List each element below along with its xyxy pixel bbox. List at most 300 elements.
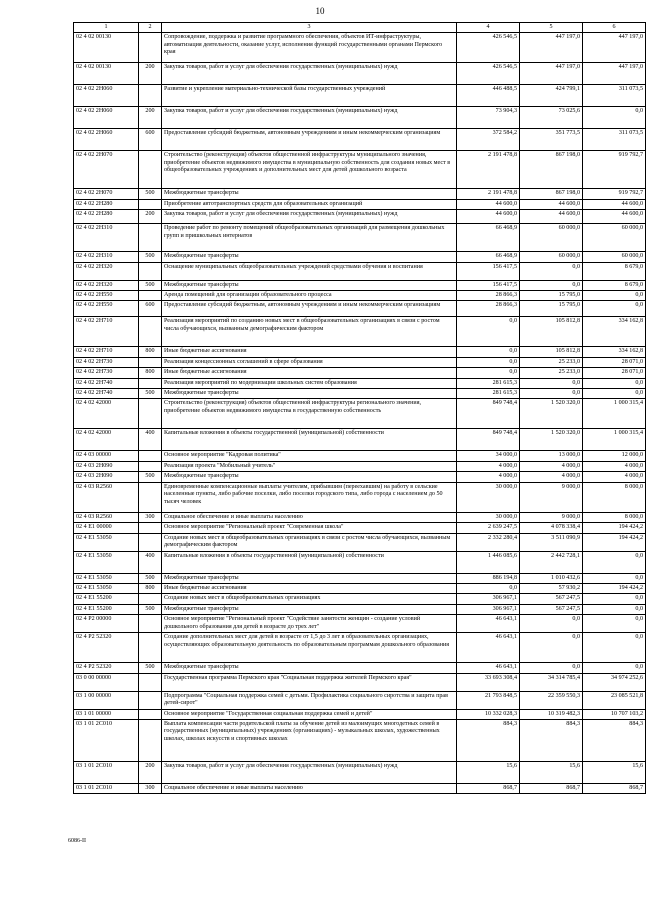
table-row bbox=[74, 63, 646, 85]
row-value-2: 44 600,0 bbox=[520, 199, 583, 209]
row-expense-type: 500 bbox=[139, 280, 162, 290]
row-code: 02 4 E1 53050 bbox=[74, 573, 139, 583]
row-name: Строительство (реконструкция) объектов общественной инфраструктуры муниципального значения, приобретение объектов недвижимого имущества в муниципальную собственность для создания новых мест в общеобразовательных учреждениях и дополнительных мест для детей дошкольного возраста bbox=[162, 151, 457, 189]
row-code: 02 4 E1 55200 bbox=[74, 604, 139, 614]
table-row bbox=[74, 85, 646, 107]
row-value-2: 884,3 bbox=[520, 719, 583, 761]
row-code: 02 4 02 2Н280 bbox=[74, 210, 139, 224]
row-expense-type: 300 bbox=[139, 512, 162, 522]
row-expense-type bbox=[139, 709, 162, 719]
row-value-2: 1 520 320,0 bbox=[520, 429, 583, 451]
row-expense-type bbox=[139, 633, 162, 663]
row-name: Иные бюджетные ассигнования bbox=[162, 368, 457, 378]
row-value-3: 311 073,5 bbox=[583, 129, 646, 151]
row-value-1: 4 000,0 bbox=[457, 472, 520, 482]
row-value-3: 1 000 315,4 bbox=[583, 399, 646, 429]
row-value-2: 13 000,0 bbox=[520, 451, 583, 461]
row-code: 02 4 02 2Н310 bbox=[74, 252, 139, 262]
row-value-3: 8 000,0 bbox=[583, 512, 646, 522]
table-row bbox=[74, 451, 646, 461]
row-name: Предоставление субсидий бюджетным, автономным учреждениям и иным некоммерческим организациям bbox=[162, 129, 457, 151]
row-name: Закупка товаров, работ и услуг для обеспечения государственных (муниципальных) нужд bbox=[162, 107, 457, 129]
table-row bbox=[74, 210, 646, 224]
row-value-2: 867 198,0 bbox=[520, 151, 583, 189]
row-value-2: 0,0 bbox=[520, 262, 583, 280]
row-name: Создание новых мест в общеобразовательных организациях bbox=[162, 594, 457, 604]
row-value-3: 44 600,0 bbox=[583, 210, 646, 224]
row-value-3: 919 792,7 bbox=[583, 151, 646, 189]
row-expense-type: 300 bbox=[139, 783, 162, 793]
row-value-1: 306 967,1 bbox=[457, 594, 520, 604]
row-value-3: 4 000,0 bbox=[583, 461, 646, 471]
row-value-2: 867 198,0 bbox=[520, 189, 583, 199]
row-expense-type bbox=[139, 615, 162, 633]
row-name: Основное мероприятие "Региональный проект "Содействие занятости женщин - создание условий дошкольного образования для детей в возрасте до трех лет" bbox=[162, 615, 457, 633]
row-name: Межбюджетные трансферты bbox=[162, 663, 457, 673]
row-value-3: 0,0 bbox=[583, 291, 646, 301]
row-value-1: 0,0 bbox=[457, 368, 520, 378]
row-value-1: 306 967,1 bbox=[457, 604, 520, 614]
row-value-1: 28 866,3 bbox=[457, 301, 520, 317]
row-expense-type bbox=[139, 691, 162, 709]
row-code: 02 4 02 2Н730 bbox=[74, 357, 139, 367]
row-value-2: 60 000,0 bbox=[520, 252, 583, 262]
table-row bbox=[74, 291, 646, 301]
row-expense-type bbox=[139, 451, 162, 461]
row-value-2: 567 247,5 bbox=[520, 604, 583, 614]
row-value-2: 1 520 320,0 bbox=[520, 399, 583, 429]
row-value-2: 868,7 bbox=[520, 783, 583, 793]
row-expense-type bbox=[139, 482, 162, 512]
row-code: 02 4 02 2Н060 bbox=[74, 85, 139, 107]
row-expense-type: 500 bbox=[139, 389, 162, 399]
table-row bbox=[74, 673, 646, 691]
row-value-1: 2 639 247,5 bbox=[457, 523, 520, 533]
row-name: Строительство (реконструкция) объектов общественной инфраструктуры регионального значения, приобретение объектов недвижимого имущества в государственную собственность bbox=[162, 399, 457, 429]
row-value-3: 884,3 bbox=[583, 719, 646, 761]
row-value-2: 0,0 bbox=[520, 663, 583, 673]
row-code: 02 4 02 2Н070 bbox=[74, 189, 139, 199]
row-value-2: 567 247,5 bbox=[520, 594, 583, 604]
row-expense-type: 500 bbox=[139, 472, 162, 482]
row-expense-type: 400 bbox=[139, 429, 162, 451]
row-code: 02 4 02 2Н740 bbox=[74, 378, 139, 388]
row-name: Межбюджетные трансферты bbox=[162, 389, 457, 399]
table-row bbox=[74, 691, 646, 709]
header-cell-value-1: 4 bbox=[457, 23, 520, 33]
row-value-2: 105 812,8 bbox=[520, 317, 583, 347]
row-value-3: 60 000,0 bbox=[583, 252, 646, 262]
row-value-3: 334 162,8 bbox=[583, 317, 646, 347]
row-value-2: 9 000,0 bbox=[520, 512, 583, 522]
row-value-1: 44 600,0 bbox=[457, 199, 520, 209]
row-value-3: 12 000,0 bbox=[583, 451, 646, 461]
row-name: Закупка товаров, работ и услуг для обеспечения государственных (муниципальных) нужд bbox=[162, 63, 457, 85]
row-value-3: 8 679,0 bbox=[583, 262, 646, 280]
table-row bbox=[74, 583, 646, 593]
table-row bbox=[74, 389, 646, 399]
row-value-1: 884,3 bbox=[457, 719, 520, 761]
table-row bbox=[74, 663, 646, 673]
row-value-3: 447 197,0 bbox=[583, 33, 646, 63]
row-expense-type bbox=[139, 719, 162, 761]
table-row bbox=[74, 33, 646, 63]
budget-table-body bbox=[74, 23, 646, 794]
row-value-1: 46 643,1 bbox=[457, 615, 520, 633]
row-value-1: 849 748,4 bbox=[457, 399, 520, 429]
row-value-3: 0,0 bbox=[583, 378, 646, 388]
row-value-3: 0,0 bbox=[583, 663, 646, 673]
row-value-1: 66 468,9 bbox=[457, 224, 520, 252]
row-code: 02 4 02 2Н320 bbox=[74, 280, 139, 290]
row-value-3: 0,0 bbox=[583, 573, 646, 583]
row-value-1: 156 417,5 bbox=[457, 262, 520, 280]
row-value-3: 194 424,2 bbox=[583, 583, 646, 593]
row-expense-type: 800 bbox=[139, 583, 162, 593]
row-value-1: 33 693 308,4 bbox=[457, 673, 520, 691]
row-value-2: 4 000,0 bbox=[520, 472, 583, 482]
row-code: 02 4 E1 53050 bbox=[74, 533, 139, 551]
row-value-3: 334 162,8 bbox=[583, 347, 646, 357]
table-row bbox=[74, 615, 646, 633]
row-value-1: 46 643,1 bbox=[457, 663, 520, 673]
row-value-2: 25 233,0 bbox=[520, 368, 583, 378]
table-row bbox=[74, 262, 646, 280]
row-value-2: 0,0 bbox=[520, 280, 583, 290]
row-expense-type: 600 bbox=[139, 129, 162, 151]
table-row bbox=[74, 533, 646, 551]
row-value-1: 281 615,3 bbox=[457, 378, 520, 388]
row-expense-type bbox=[139, 317, 162, 347]
row-name: Реализация проекта "Мобильный учитель" bbox=[162, 461, 457, 471]
row-value-3: 0,0 bbox=[583, 633, 646, 663]
row-name: Проведение работ по ремонту помещений общеобразовательных организаций для размещения дошкольных групп и пришкольных интернатов bbox=[162, 224, 457, 252]
row-expense-type: 200 bbox=[139, 107, 162, 129]
row-code: 02 4 E1 00000 bbox=[74, 523, 139, 533]
table-row bbox=[74, 604, 646, 614]
row-expense-type bbox=[139, 399, 162, 429]
row-name: Реализация мероприятий по модернизации школьных систем образования bbox=[162, 378, 457, 388]
row-expense-type bbox=[139, 151, 162, 189]
row-code: 02 4 03 R2560 bbox=[74, 512, 139, 522]
row-expense-type bbox=[139, 523, 162, 533]
row-value-1: 4 000,0 bbox=[457, 461, 520, 471]
row-value-1: 2 332 280,4 bbox=[457, 533, 520, 551]
table-row bbox=[74, 594, 646, 604]
header-cell-name: 3 bbox=[162, 23, 457, 33]
table-row bbox=[74, 461, 646, 471]
table-row bbox=[74, 709, 646, 719]
row-name: Закупка товаров, работ и услуг для обеспечения государственных (муниципальных) нужд bbox=[162, 761, 457, 783]
row-value-2: 15 795,0 bbox=[520, 301, 583, 317]
row-value-3: 44 600,0 bbox=[583, 199, 646, 209]
table-row bbox=[74, 252, 646, 262]
table-row bbox=[74, 347, 646, 357]
row-value-2: 10 319 482,3 bbox=[520, 709, 583, 719]
row-code: 02 4 02 2Н710 bbox=[74, 347, 139, 357]
row-expense-type bbox=[139, 594, 162, 604]
row-value-2: 60 000,0 bbox=[520, 224, 583, 252]
row-code: 02 4 03 R2560 bbox=[74, 482, 139, 512]
row-code: 02 4 E1 53050 bbox=[74, 583, 139, 593]
row-value-2: 57 930,2 bbox=[520, 583, 583, 593]
row-value-3: 15,6 bbox=[583, 761, 646, 783]
row-value-2: 0,0 bbox=[520, 633, 583, 663]
table-row bbox=[74, 129, 646, 151]
row-expense-type: 600 bbox=[139, 301, 162, 317]
row-code: 02 4 03 2Н090 bbox=[74, 461, 139, 471]
row-name: Единовременные компенсационные выплаты учителям, прибывшим (переехавшим) на работу в сельские населенные пункты, либо рабочие поселки, либо поселки городского типа, либо города с населением до 50 тысяч человек bbox=[162, 482, 457, 512]
row-value-2: 3 511 090,9 bbox=[520, 533, 583, 551]
table-row bbox=[74, 317, 646, 347]
row-value-2: 34 314 785,4 bbox=[520, 673, 583, 691]
row-name: Социальное обеспечение и иные выплаты населению bbox=[162, 512, 457, 522]
row-name: Закупка товаров, работ и услуг для обеспечения государственных (муниципальных) нужд bbox=[162, 210, 457, 224]
row-code: 02 4 02 2Н710 bbox=[74, 317, 139, 347]
row-code: 02 4 P2 52320 bbox=[74, 663, 139, 673]
row-value-2: 2 442 728,1 bbox=[520, 551, 583, 573]
row-expense-type: 500 bbox=[139, 604, 162, 614]
row-name: Предоставление субсидий бюджетным, автономным учреждениям и иным некоммерческим организациям bbox=[162, 301, 457, 317]
row-value-1: 281 615,3 bbox=[457, 389, 520, 399]
row-code: 02 4 02 2Н550 bbox=[74, 291, 139, 301]
row-value-1: 0,0 bbox=[457, 317, 520, 347]
row-value-1: 868,7 bbox=[457, 783, 520, 793]
row-name: Капитальные вложения в объекты государственной (муниципальной) собственности bbox=[162, 429, 457, 451]
row-expense-type: 400 bbox=[139, 551, 162, 573]
row-code: 02 4 02 00130 bbox=[74, 63, 139, 85]
row-value-2: 15,6 bbox=[520, 761, 583, 783]
row-value-3: 8 000,0 bbox=[583, 482, 646, 512]
row-code: 02 4 E1 53050 bbox=[74, 551, 139, 573]
row-value-3: 919 792,7 bbox=[583, 189, 646, 199]
table-row bbox=[74, 189, 646, 199]
row-code: 02 4 02 2Н740 bbox=[74, 389, 139, 399]
row-expense-type: 500 bbox=[139, 252, 162, 262]
row-value-2: 447 197,0 bbox=[520, 33, 583, 63]
table-row bbox=[74, 633, 646, 663]
row-value-3: 8 679,0 bbox=[583, 280, 646, 290]
header-cell-type: 2 bbox=[139, 23, 162, 33]
row-code: 02 4 02 2Н060 bbox=[74, 129, 139, 151]
row-name: Подпрограмма "Социальная поддержка семей с детьми. Профилактика социального сиротства и защита прав детей-сирот" bbox=[162, 691, 457, 709]
row-expense-type: 800 bbox=[139, 368, 162, 378]
row-name: Выплата компенсации части родительской платы за обучение детей из малоимущих многодетных семей в государственных (муниципальных) учреждениях (организациях) - музыкальных школах, художественных школах, школах искусств и спортивных школах bbox=[162, 719, 457, 761]
row-expense-type bbox=[139, 262, 162, 280]
row-name: Оснащение муниципальных общеобразовательных учреждений средствами обучения и воспитания bbox=[162, 262, 457, 280]
page-number: 10 bbox=[315, 6, 325, 16]
row-name: Капитальные вложения в объекты государственной (муниципальной) собственности bbox=[162, 551, 457, 573]
row-code: 02 4 02 42000 bbox=[74, 399, 139, 429]
row-value-3: 28 071,0 bbox=[583, 357, 646, 367]
row-value-2: 4 000,0 bbox=[520, 461, 583, 471]
row-name: Реализация мероприятий по созданию новых мест в общеобразовательных организациях в связи с ростом числа обучающихся, вызванным демографическим фактором bbox=[162, 317, 457, 347]
table-row bbox=[74, 224, 646, 252]
row-expense-type: 500 bbox=[139, 573, 162, 583]
row-name: Государственная программа Пермского края "Социальная поддержка жителей Пермского края" bbox=[162, 673, 457, 691]
row-expense-type bbox=[139, 378, 162, 388]
row-name: Иные бюджетные ассигнования bbox=[162, 583, 457, 593]
table-row bbox=[74, 719, 646, 761]
row-code: 02 4 02 2Н550 bbox=[74, 301, 139, 317]
row-expense-type bbox=[139, 85, 162, 107]
row-name: Межбюджетные трансферты bbox=[162, 189, 457, 199]
row-code: 03 1 00 00000 bbox=[74, 691, 139, 709]
row-value-3: 4 000,0 bbox=[583, 472, 646, 482]
row-expense-type: 500 bbox=[139, 663, 162, 673]
row-name: Сопровождение, поддержка и развитие программного обеспечения, объектов ИТ-инфраструктуры, автоматизация деятельности, оказание услуг, исполнения функций государственными органами Пермского края bbox=[162, 33, 457, 63]
row-code: 02 4 02 2Н060 bbox=[74, 107, 139, 129]
row-name: Основное мероприятие "Региональный проект "Современная школа" bbox=[162, 523, 457, 533]
row-code: 02 4 02 2Н730 bbox=[74, 368, 139, 378]
row-value-2: 105 812,8 bbox=[520, 347, 583, 357]
row-expense-type bbox=[139, 33, 162, 63]
table-row bbox=[74, 399, 646, 429]
row-value-1: 73 904,3 bbox=[457, 107, 520, 129]
row-value-1: 156 417,5 bbox=[457, 280, 520, 290]
row-expense-type: 200 bbox=[139, 210, 162, 224]
row-value-2: 447 197,0 bbox=[520, 63, 583, 85]
row-code: 02 4 03 2Н090 bbox=[74, 472, 139, 482]
budget-table-container bbox=[73, 22, 643, 794]
row-value-2: 351 773,5 bbox=[520, 129, 583, 151]
row-value-1: 21 793 848,5 bbox=[457, 691, 520, 709]
row-code: 02 4 02 2Н280 bbox=[74, 199, 139, 209]
row-value-2: 22 359 550,3 bbox=[520, 691, 583, 709]
row-name: Развитие и укрепление материально-технической базы государственных учреждений bbox=[162, 85, 457, 107]
table-row bbox=[74, 783, 646, 793]
row-code: 02 4 03 00000 bbox=[74, 451, 139, 461]
row-value-1: 2 191 478,8 bbox=[457, 189, 520, 199]
row-value-3: 0,0 bbox=[583, 604, 646, 614]
table-row bbox=[74, 107, 646, 129]
row-name: Иные бюджетные ассигнования bbox=[162, 347, 457, 357]
row-value-1: 2 191 478,8 bbox=[457, 151, 520, 189]
row-value-2: 4 078 338,4 bbox=[520, 523, 583, 533]
row-code: 02 4 02 2Н070 bbox=[74, 151, 139, 189]
row-value-1: 44 600,0 bbox=[457, 210, 520, 224]
row-value-1: 886 194,8 bbox=[457, 573, 520, 583]
table-row bbox=[74, 551, 646, 573]
table-row bbox=[74, 482, 646, 512]
row-code: 02 4 P2 52320 bbox=[74, 633, 139, 663]
row-value-1: 30 000,0 bbox=[457, 512, 520, 522]
row-name: Межбюджетные трансферты bbox=[162, 472, 457, 482]
row-value-1: 46 643,1 bbox=[457, 633, 520, 663]
row-name: Аренда помещений для организации образовательного процесса bbox=[162, 291, 457, 301]
row-value-2: 44 600,0 bbox=[520, 210, 583, 224]
row-code: 03 1 01 2С010 bbox=[74, 719, 139, 761]
row-value-1: 0,0 bbox=[457, 347, 520, 357]
row-expense-type bbox=[139, 533, 162, 551]
document-footer-code: 6086-II bbox=[68, 838, 86, 844]
table-row bbox=[74, 512, 646, 522]
table-header-row bbox=[74, 23, 646, 33]
row-name: Создание новых мест в общеобразовательных организациях в связи с ростом числа обучающихся, вызванным демографическим фактором bbox=[162, 533, 457, 551]
row-value-1: 372 584,2 bbox=[457, 129, 520, 151]
row-name: Реализация концессионных соглашений в сфере образования bbox=[162, 357, 457, 367]
row-value-3: 34 974 252,6 bbox=[583, 673, 646, 691]
row-expense-type bbox=[139, 199, 162, 209]
table-row bbox=[74, 523, 646, 533]
row-expense-type bbox=[139, 357, 162, 367]
row-value-3: 1 000 315,4 bbox=[583, 429, 646, 451]
row-value-3: 447 197,0 bbox=[583, 63, 646, 85]
row-expense-type: 200 bbox=[139, 63, 162, 85]
row-value-3: 10 707 103,2 bbox=[583, 709, 646, 719]
row-value-3: 60 000,0 bbox=[583, 224, 646, 252]
row-code: 03 1 01 00000 bbox=[74, 709, 139, 719]
row-expense-type bbox=[139, 224, 162, 252]
row-value-3: 311 073,5 bbox=[583, 85, 646, 107]
row-name: Межбюджетные трансферты bbox=[162, 573, 457, 583]
row-value-3: 0,0 bbox=[583, 107, 646, 129]
row-value-1: 34 000,0 bbox=[457, 451, 520, 461]
row-value-2: 25 233,0 bbox=[520, 357, 583, 367]
row-code: 02 4 02 2Н310 bbox=[74, 224, 139, 252]
row-value-1: 10 332 028,3 bbox=[457, 709, 520, 719]
table-row bbox=[74, 280, 646, 290]
header-cell-value-2: 5 bbox=[520, 23, 583, 33]
table-row bbox=[74, 378, 646, 388]
row-value-1: 30 000,0 bbox=[457, 482, 520, 512]
row-name: Создание дополнительных мест для детей в возрасте от 1,5 до 3 лет в образовательных организациях, осуществляющих образовательную деятельность по образовательным программам дошкольного образования bbox=[162, 633, 457, 663]
table-row bbox=[74, 368, 646, 378]
row-name: Приобретение автотранспортных средств для образовательных организаций bbox=[162, 199, 457, 209]
budget-table bbox=[73, 22, 646, 794]
row-name: Социальное обеспечение и иные выплаты населению bbox=[162, 783, 457, 793]
row-value-2: 424 799,1 bbox=[520, 85, 583, 107]
row-name: Межбюджетные трансферты bbox=[162, 604, 457, 614]
row-expense-type bbox=[139, 291, 162, 301]
table-row bbox=[74, 429, 646, 451]
row-value-2: 0,0 bbox=[520, 378, 583, 388]
row-code: 03 1 01 2С010 bbox=[74, 761, 139, 783]
row-value-3: 23 085 521,8 bbox=[583, 691, 646, 709]
row-value-1: 426 546,5 bbox=[457, 33, 520, 63]
row-value-3: 0,0 bbox=[583, 301, 646, 317]
row-expense-type: 800 bbox=[139, 347, 162, 357]
row-value-3: 0,0 bbox=[583, 594, 646, 604]
row-value-3: 194 424,2 bbox=[583, 523, 646, 533]
row-value-2: 1 010 432,6 bbox=[520, 573, 583, 583]
row-code: 03 0 00 00000 bbox=[74, 673, 139, 691]
table-row bbox=[74, 151, 646, 189]
row-value-3: 194 424,2 bbox=[583, 533, 646, 551]
row-name: Основное мероприятие "Государственная социальная поддержка семей и детей" bbox=[162, 709, 457, 719]
row-expense-type: 500 bbox=[139, 189, 162, 199]
table-row bbox=[74, 357, 646, 367]
row-value-1: 1 446 085,6 bbox=[457, 551, 520, 573]
row-value-3: 0,0 bbox=[583, 615, 646, 633]
row-name: Основное мероприятие "Кадровая политика" bbox=[162, 451, 457, 461]
table-row bbox=[74, 761, 646, 783]
table-row bbox=[74, 301, 646, 317]
row-value-2: 9 000,0 bbox=[520, 482, 583, 512]
row-expense-type bbox=[139, 673, 162, 691]
header-cell-code: 1 bbox=[74, 23, 139, 33]
row-code: 03 1 01 2С010 bbox=[74, 783, 139, 793]
header-cell-value-3: 6 bbox=[583, 23, 646, 33]
row-value-2: 0,0 bbox=[520, 615, 583, 633]
table-row bbox=[74, 472, 646, 482]
row-value-1: 15,6 bbox=[457, 761, 520, 783]
row-value-3: 0,0 bbox=[583, 389, 646, 399]
row-code: 02 4 P2 00000 bbox=[74, 615, 139, 633]
row-code: 02 4 E1 55200 bbox=[74, 594, 139, 604]
row-code: 02 4 02 00130 bbox=[74, 33, 139, 63]
row-value-2: 15 795,0 bbox=[520, 291, 583, 301]
